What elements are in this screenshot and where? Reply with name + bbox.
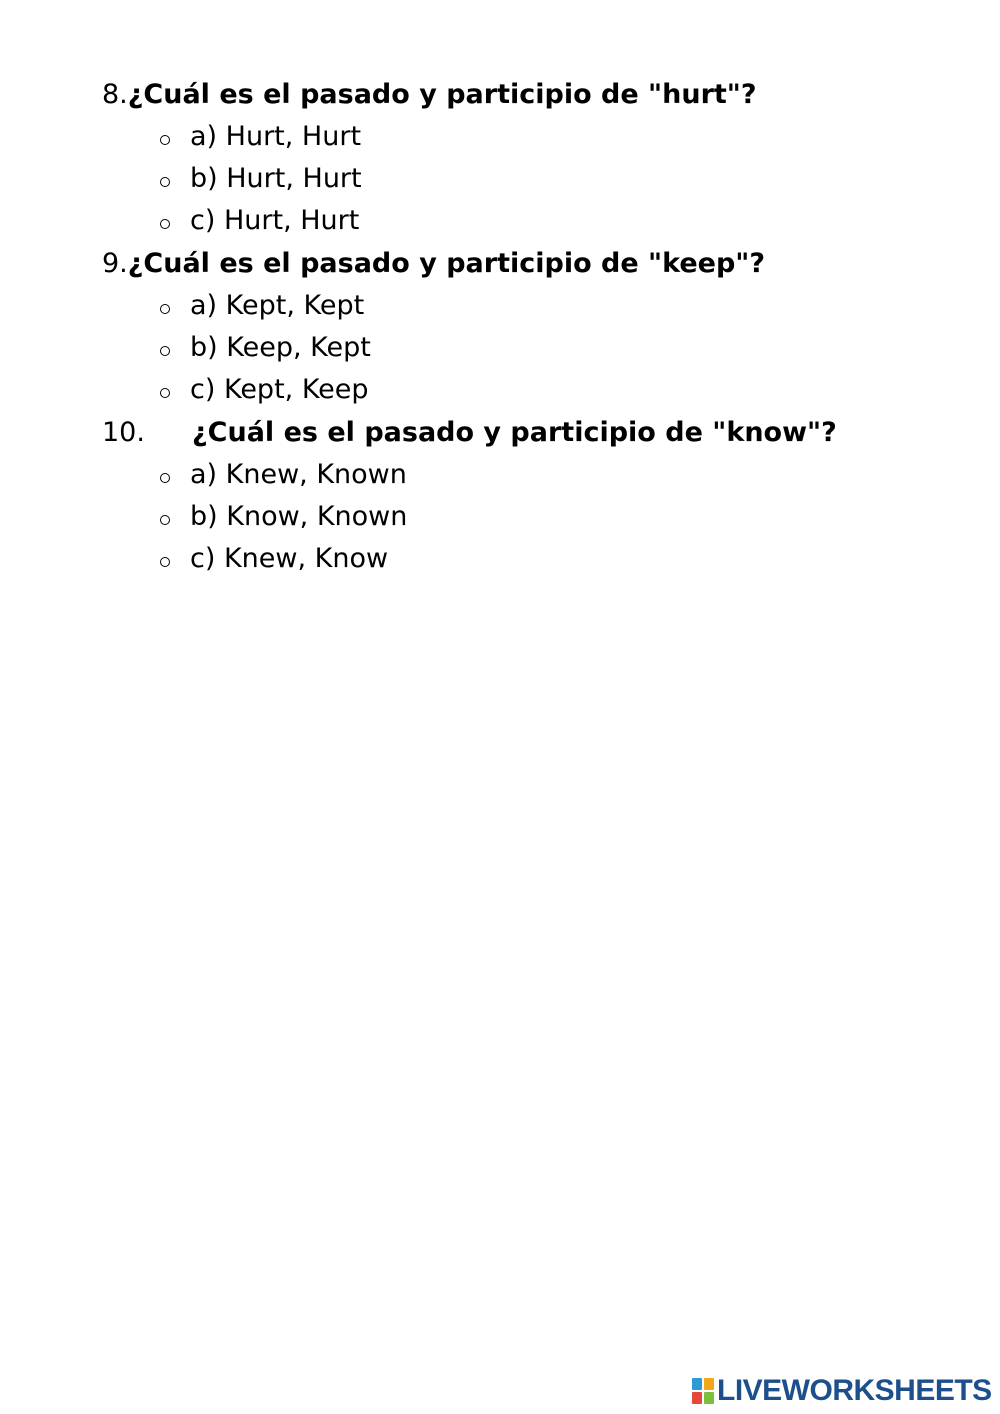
- question-text: ¿Cuál es el pasado y participio de "hurt"?: [127, 79, 757, 110]
- question-number: 8.: [102, 79, 128, 110]
- option-label: b) Know, Known: [190, 501, 408, 532]
- question-text: ¿Cuál es el pasado y participio de "keep"?: [127, 248, 766, 279]
- option-label: a) Hurt, Hurt: [190, 121, 362, 152]
- option-label: a) Kept, Kept: [190, 290, 365, 321]
- logo-square: [704, 1378, 714, 1390]
- radio-bullet-icon[interactable]: [160, 388, 170, 398]
- option-9a[interactable]: [160, 289, 364, 323]
- question-text: ¿Cuál es el pasado y participio de "know"?: [192, 417, 837, 448]
- liveworksheets-logo: [692, 1374, 992, 1408]
- radio-bullet-icon[interactable]: [160, 515, 170, 525]
- option-10b[interactable]: [160, 500, 407, 534]
- option-9b[interactable]: [160, 331, 371, 365]
- option-label: b) Keep, Kept: [190, 332, 371, 363]
- option-10a[interactable]: [160, 458, 407, 492]
- radio-bullet-icon[interactable]: [160, 177, 170, 187]
- radio-bullet-icon[interactable]: [160, 135, 170, 145]
- question-number: 10.: [102, 417, 145, 448]
- option-9c[interactable]: [160, 373, 369, 407]
- radio-bullet-icon[interactable]: [160, 473, 170, 483]
- option-label: c) Kept, Keep: [190, 374, 369, 405]
- radio-bullet-icon[interactable]: [160, 346, 170, 356]
- logo-text: LIVEWORKSHEETS: [717, 1374, 992, 1407]
- option-8c[interactable]: [160, 204, 359, 238]
- logo-square: [704, 1392, 714, 1404]
- option-label: c) Knew, Know: [190, 543, 389, 574]
- question-9: [102, 247, 765, 281]
- question-10: [102, 416, 837, 450]
- liveworksheets-mark-icon: [692, 1378, 714, 1404]
- question-8: [102, 78, 757, 112]
- option-10c[interactable]: [160, 542, 388, 576]
- radio-bullet-icon[interactable]: [160, 557, 170, 567]
- logo-square: [692, 1392, 702, 1404]
- option-8a[interactable]: [160, 120, 361, 154]
- question-number: 9.: [102, 248, 128, 279]
- option-label: b) Hurt, Hurt: [190, 163, 362, 194]
- logo-square: [692, 1378, 702, 1390]
- option-label: a) Knew, Known: [190, 459, 407, 490]
- radio-bullet-icon[interactable]: [160, 304, 170, 314]
- radio-bullet-icon[interactable]: [160, 219, 170, 229]
- option-8b[interactable]: [160, 162, 362, 196]
- option-label: c) Hurt, Hurt: [190, 205, 360, 236]
